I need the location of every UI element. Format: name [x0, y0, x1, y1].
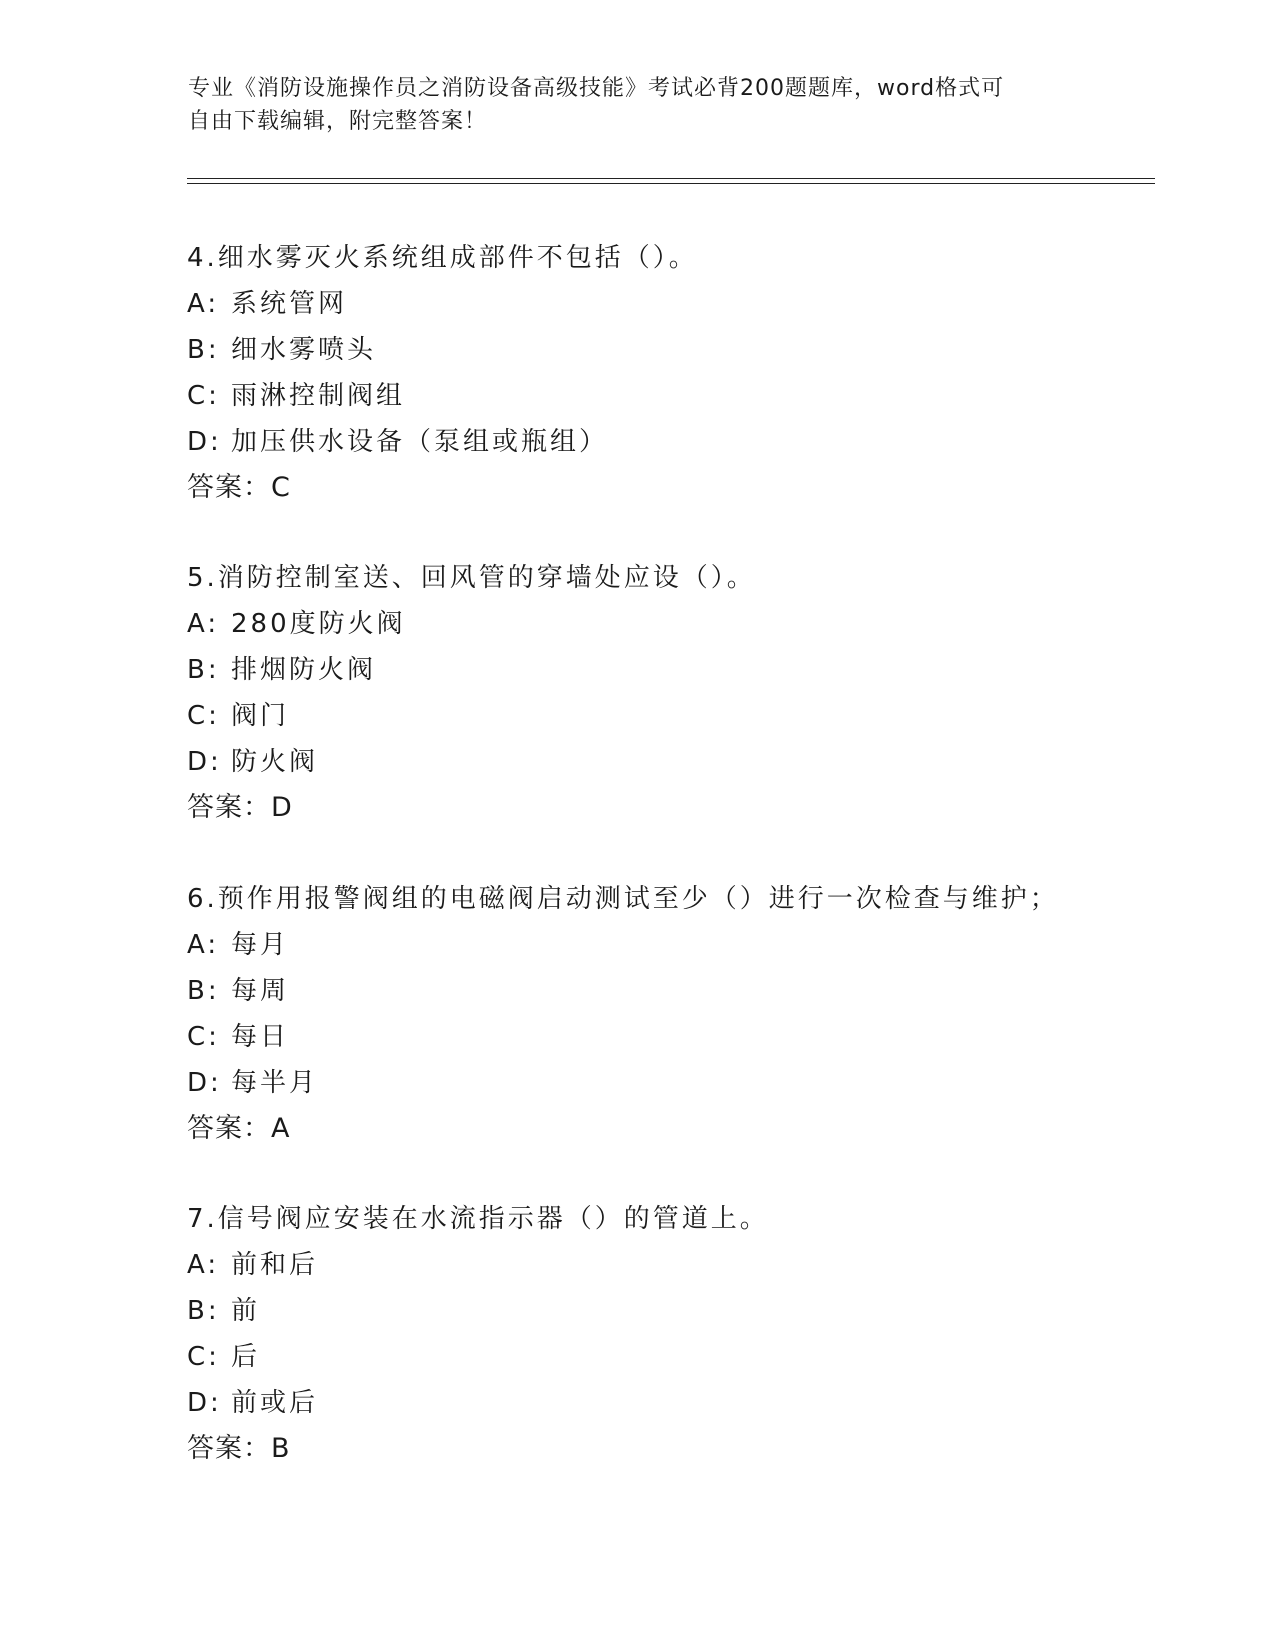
- option-c: [187, 1334, 1127, 1380]
- option-letter: C:: [187, 1342, 220, 1372]
- question-stem: 4.细水雾灭火系统组成部件不包括（）。: [187, 243, 698, 273]
- option-d: [187, 1060, 1127, 1106]
- option-d: [187, 1380, 1127, 1426]
- answer-line: 答案：B: [187, 1433, 291, 1464]
- answer-line: 答案：A: [187, 1113, 291, 1144]
- option-letter: B:: [187, 976, 220, 1006]
- option-text: 每周: [231, 976, 290, 1006]
- option-b: [187, 1288, 1127, 1334]
- option-b: [187, 327, 1127, 373]
- answer-line: 答案：C: [187, 472, 291, 503]
- option-letter: D:: [187, 1388, 222, 1418]
- question-4: [187, 235, 1127, 511]
- option-c: [187, 1014, 1127, 1060]
- option-text: 阀门: [231, 701, 290, 731]
- option-text: 每半月: [231, 1068, 319, 1098]
- option-letter: B:: [187, 1296, 220, 1326]
- question-7: [187, 1196, 1127, 1472]
- question-5: [187, 555, 1127, 831]
- option-text: 防火阀: [231, 747, 319, 777]
- option-d: [187, 739, 1127, 785]
- option-text: 细水雾喷头: [231, 335, 377, 365]
- question-stem: 5.消防控制室送、回风管的穿墙处应设（）。: [187, 563, 756, 593]
- option-text: 前或后: [231, 1388, 319, 1418]
- option-text: 雨淋控制阀组: [231, 381, 406, 411]
- option-b: [187, 968, 1127, 1014]
- header-divider-bottom: [187, 183, 1155, 184]
- option-text: 后: [231, 1342, 261, 1372]
- option-letter: D:: [187, 1068, 222, 1098]
- question-stem: 7.信号阀应安装在水流指示器（）的管道上。: [187, 1204, 769, 1234]
- option-letter: A:: [187, 609, 220, 639]
- option-text: 排烟防火阀: [231, 655, 377, 685]
- option-text: 每日: [231, 1022, 290, 1052]
- option-d: [187, 419, 1127, 465]
- option-letter: C:: [187, 381, 220, 411]
- option-a: [187, 281, 1127, 327]
- option-text: 280度防火阀: [231, 609, 406, 639]
- option-a: [187, 601, 1127, 647]
- answer-line: 答案：D: [187, 792, 293, 823]
- option-text: 前和后: [231, 1250, 319, 1280]
- option-text: 加压供水设备（泵组或瓶组）: [231, 427, 609, 457]
- option-c: [187, 373, 1127, 419]
- header-divider-top: [187, 178, 1155, 179]
- header-line-2: 自由下载编辑，附完整答案！: [188, 109, 488, 134]
- option-letter: D:: [187, 747, 222, 777]
- header-line-1: 专业《消防设施操作员之消防设备高级技能》考试必背200题题库，word格式可: [188, 76, 1005, 101]
- option-letter: B:: [187, 655, 220, 685]
- option-letter: C:: [187, 1022, 220, 1052]
- option-letter: C:: [187, 701, 220, 731]
- option-text: 每月: [231, 930, 290, 960]
- option-text: 前: [231, 1296, 261, 1326]
- option-c: [187, 693, 1127, 739]
- option-a: [187, 922, 1127, 968]
- option-text: 系统管网: [231, 289, 348, 319]
- option-letter: A:: [187, 289, 220, 319]
- question-6: [187, 876, 1127, 1152]
- option-letter: B:: [187, 335, 220, 365]
- option-letter: D:: [187, 427, 222, 457]
- option-letter: A:: [187, 930, 220, 960]
- document-header: [188, 72, 1068, 138]
- option-letter: A:: [187, 1250, 220, 1280]
- question-stem: 6.预作用报警阀组的电磁阀启动测试至少（）进行一次检查与维护；: [187, 884, 1059, 914]
- option-a: [187, 1242, 1127, 1288]
- option-b: [187, 647, 1127, 693]
